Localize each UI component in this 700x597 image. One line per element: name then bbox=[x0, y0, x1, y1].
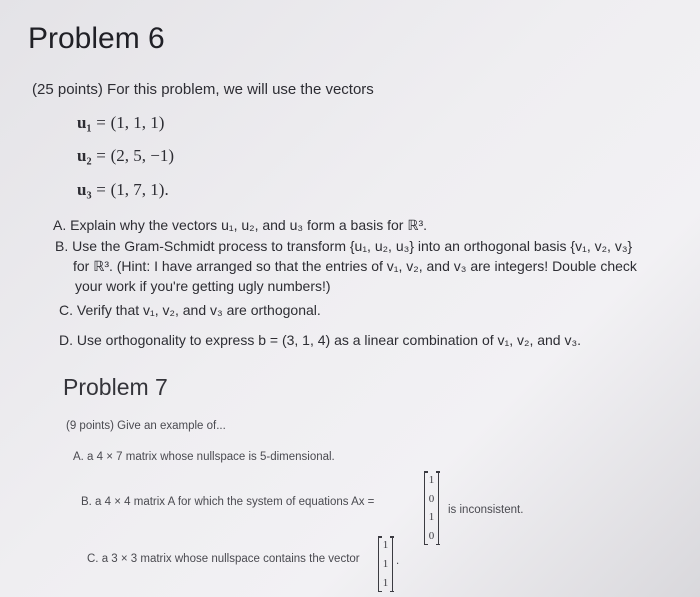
vector-entry: 1 bbox=[382, 539, 389, 552]
vector-name: u₃ bbox=[77, 180, 92, 199]
problem-7-title: Problem 7 bbox=[63, 374, 168, 400]
part-d-text: D. Use orthogonality to express b = (3, 1, 4) as a linear combination of v₁, v₂, and v₃. bbox=[59, 332, 582, 348]
problem-6-intro: (25 points) For this problem, we will use the vectors bbox=[32, 81, 374, 98]
vector-equals: = bbox=[96, 113, 106, 132]
vector-entry: 1 bbox=[428, 474, 435, 487]
vector-value: (2, 5, −1) bbox=[110, 146, 175, 165]
column-vector-c bbox=[378, 536, 393, 592]
part-b-line3: your work if you're getting ugly numbers!) bbox=[75, 278, 331, 294]
part-a-text: A. Explain why the vectors u₁, u₂, and u₃ form a basis for ℝ³. bbox=[53, 217, 427, 233]
part-c-text: C. Verify that v₁, v₂, and v₃ are orthogonal. bbox=[59, 302, 321, 318]
part-b-line1: B. Use the Gram-Schmidt process to transform {u₁, u₂, u₃} into an orthogonal basis {v₁, v₂, v₃} bbox=[55, 238, 633, 254]
vector-u3 bbox=[77, 180, 169, 200]
vector-value: (1, 7, 1). bbox=[110, 180, 169, 199]
vector-entry: 0 bbox=[428, 529, 435, 542]
problem-7-intro: (9 points) Give an example of... bbox=[66, 420, 226, 432]
vector-equals: = bbox=[96, 180, 106, 199]
problem-7-part-c-suffix: . bbox=[396, 555, 400, 567]
part-b-line2: for ℝ³. (Hint: I have arranged so that the entries of v₁, v₂, and v₃ are integers! Double check bbox=[73, 258, 637, 274]
vector-value: (1, 1, 1) bbox=[110, 113, 165, 132]
vector-equals: = bbox=[96, 146, 106, 165]
problem-7-part-c-text: C. a 3 × 3 matrix whose nullspace contains the vector bbox=[87, 553, 360, 565]
vector-u1 bbox=[77, 113, 164, 133]
vector-name: u₁ bbox=[77, 113, 92, 132]
problem-7-part-b-text: B. a 4 × 4 matrix A for which the system of equations Ax = bbox=[81, 496, 375, 508]
problem-6-title: Problem 6 bbox=[28, 22, 165, 55]
vector-entry: 1 bbox=[428, 511, 435, 524]
vector-entry: 1 bbox=[382, 576, 389, 589]
vector-entry: 1 bbox=[382, 557, 389, 570]
vector-name: u₂ bbox=[77, 146, 92, 165]
vector-u2 bbox=[77, 146, 174, 166]
vector-entry: 0 bbox=[428, 492, 435, 505]
column-vector-b bbox=[424, 471, 439, 545]
problem-7-part-b-suffix: is inconsistent. bbox=[448, 504, 524, 516]
problem-7-part-a: A. a 4 × 7 matrix whose nullspace is 5-dimensional. bbox=[73, 451, 335, 463]
